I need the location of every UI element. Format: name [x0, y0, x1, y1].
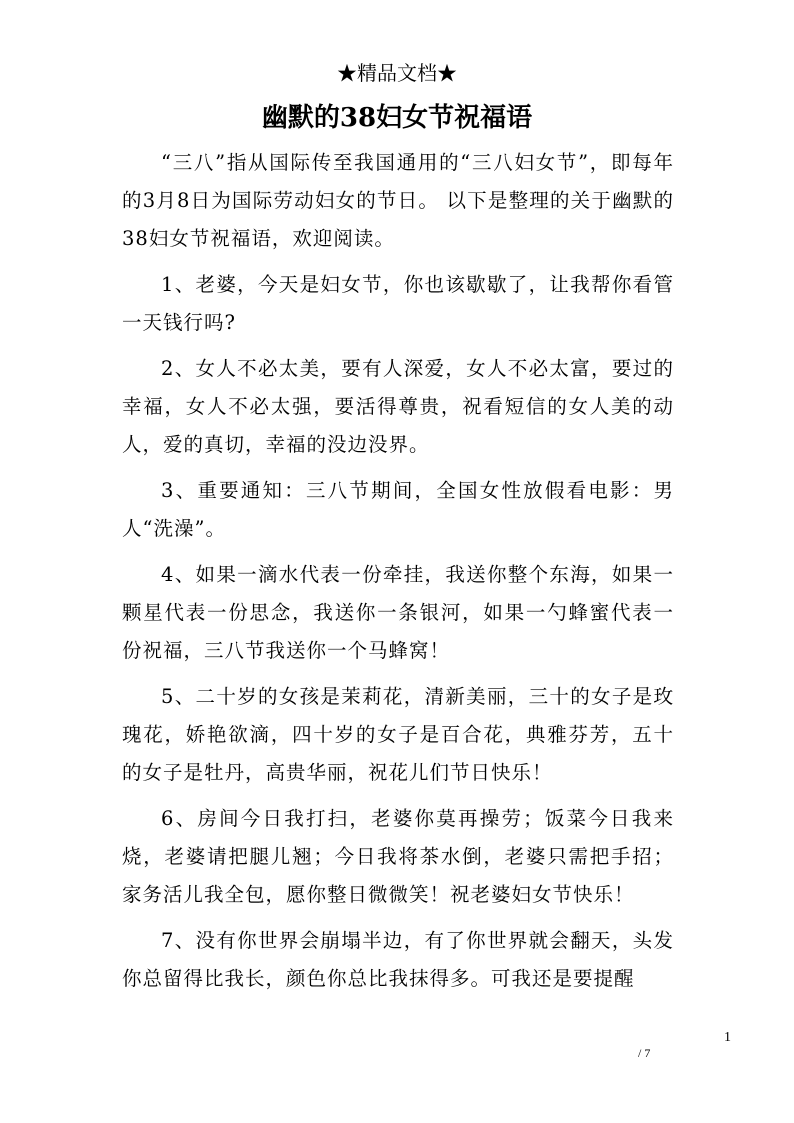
paragraph-4: 4、如果一滴水代表一份牵挂，我送你整个东海，如果一颗星代表一份思念，我送你一条银河，如果一勺蜂蜜代表一份祝福，三八节我送你一个马蜂窝！ [122, 563, 674, 662]
paragraph-6: 6、房间今日我打扫，老婆你莫再操劳；饭菜今日我来烧，老婆请把腿儿翘；今日我将茶水倒，老婆只需把手招；家务活儿我全包，愿你整日微微笑！祝老婆妇女节快乐！ [122, 807, 674, 906]
document-header-label: ★精品文档★ [337, 61, 457, 85]
document-title: 幽默的38妇女节祝福语 [261, 103, 533, 133]
paragraph-2: 2、女人不必太美，要有人深爱，女人不必太富，要过的幸福，女人不必太强，要活得尊贵，祝看短信的女人美的动人，爱的真切，幸福的没边没界。 [122, 357, 674, 456]
page-number: 1 [724, 1030, 731, 1045]
paragraph-1: 1、老婆，今天是妇女节，你也该歇歇了，让我帮你看管一天钱行吗? [122, 273, 674, 334]
paragraph-3: 3、重要通知：三八节期间，全国女性放假看电影：男人“洗澡”。 [122, 479, 674, 540]
paragraph-7: 7、没有你世界会崩塌半边，有了你世界就会翻天，头发你总留得比我长，颜色你总比我抹得多。可我还是要提醒 [122, 929, 674, 990]
paragraph-5: 5、二十岁的女孩是茉莉花，清新美丽，三十的女子是玫瑰花，娇艳欲滴，四十岁的女子是百合花，典雅芬芳，五十的女子是牡丹，高贵华丽，祝花儿们节日快乐！ [122, 685, 674, 784]
document-body [122, 144, 674, 1006]
paragraph-intro: “三八”指从国际传至我国通用的“三八妇女节”，即每年的3月8日为国际劳动妇女的节日。 以下是整理的关于幽默的38妇女节祝福语，欢迎阅读。 [122, 151, 674, 250]
page-total: / 7 [638, 1046, 651, 1060]
